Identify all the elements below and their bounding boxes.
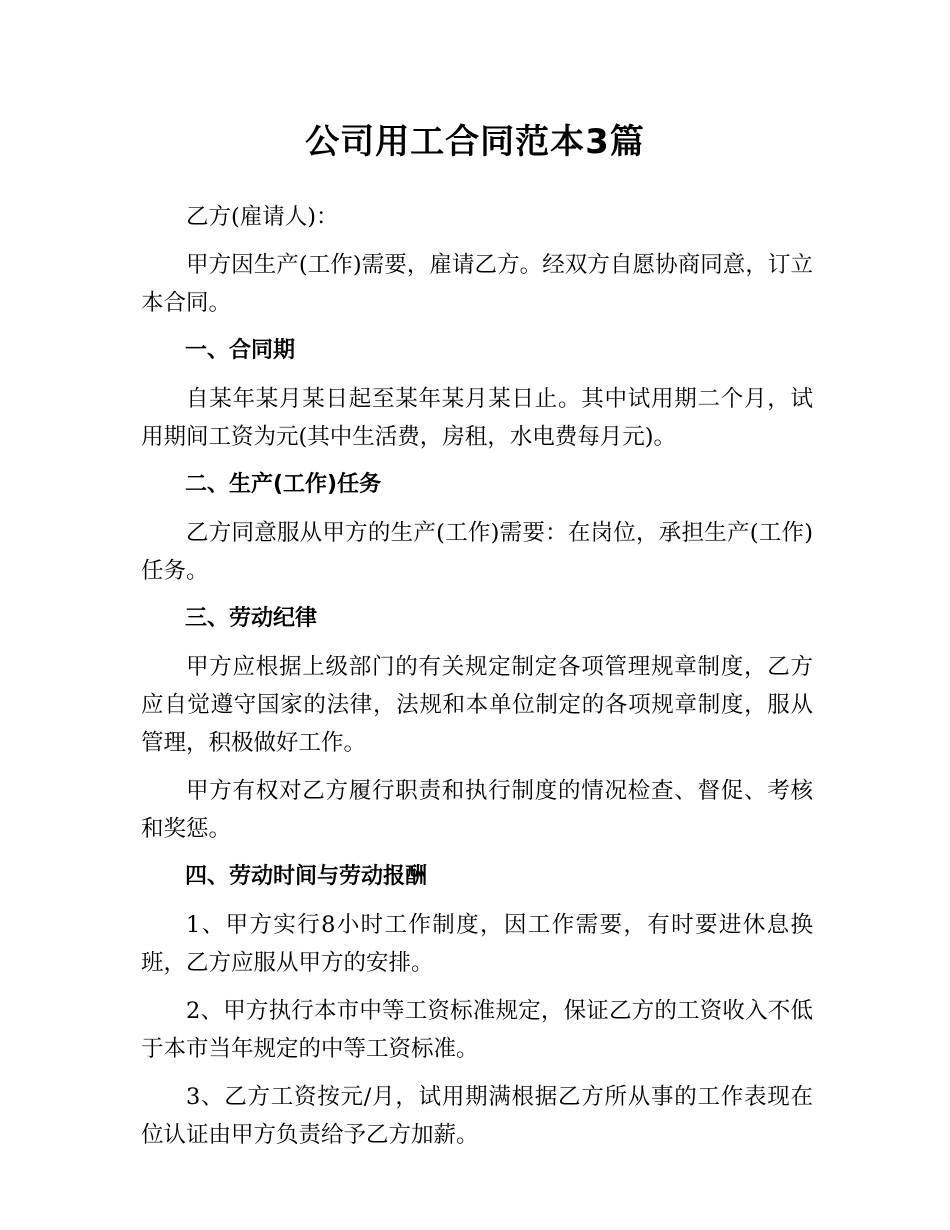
- intro-paragraph: 甲方因生产(工作)需要，雇请乙方。经双方自愿协商同意，订立本合同。: [141, 252, 813, 316]
- hours-and-pay-item-1: 1、甲方实行8小时工作制度，因工作需要，有时要进休息换班，乙方应服从甲方的安排。: [141, 912, 813, 976]
- section-heading-labor-discipline: 三、劳动纪律: [185, 606, 318, 631]
- section-heading-contract-period: 一、合同期: [185, 338, 296, 363]
- section-heading-work-tasks: 二、生产(工作)任务: [185, 472, 382, 497]
- contract-period-paragraph: 自某年某月某日起至某年某月某日止。其中试用期二个月，试用期间工资为元(其中生活费，房租，水电费每月元)。: [141, 386, 813, 450]
- hours-and-pay-item-3: 3、乙方工资按元/月，试用期满根据乙方所从事的工作表现在位认证由甲方负责给予乙方加薪。: [141, 1084, 813, 1148]
- hours-and-pay-item-2: 2、甲方执行本市中等工资标准规定，保证乙方的工资收入不低于本市当年规定的中等工资标准。: [141, 998, 813, 1062]
- labor-discipline-paragraph-1: 甲方应根据上级部门的有关规定制定各项管理规章制度，乙方应自觉遵守国家的法律，法规和本单位制定的各项规章制度，服从管理，积极做好工作。: [141, 654, 813, 756]
- section-heading-hours-and-pay: 四、劳动时间与劳动报酬: [185, 864, 428, 889]
- party-b-line: 乙方(雇请人)：: [186, 204, 339, 230]
- labor-discipline-paragraph-2: 甲方有权对乙方履行职责和执行制度的情况检查、督促、考核和奖惩。: [141, 778, 813, 842]
- work-tasks-paragraph: 乙方同意服从甲方的生产(工作)需要：在岗位，承担生产(工作)任务。: [141, 520, 813, 584]
- document-body: [141, 198, 813, 1164]
- page-title: 公司用工合同范本3篇: [305, 122, 645, 162]
